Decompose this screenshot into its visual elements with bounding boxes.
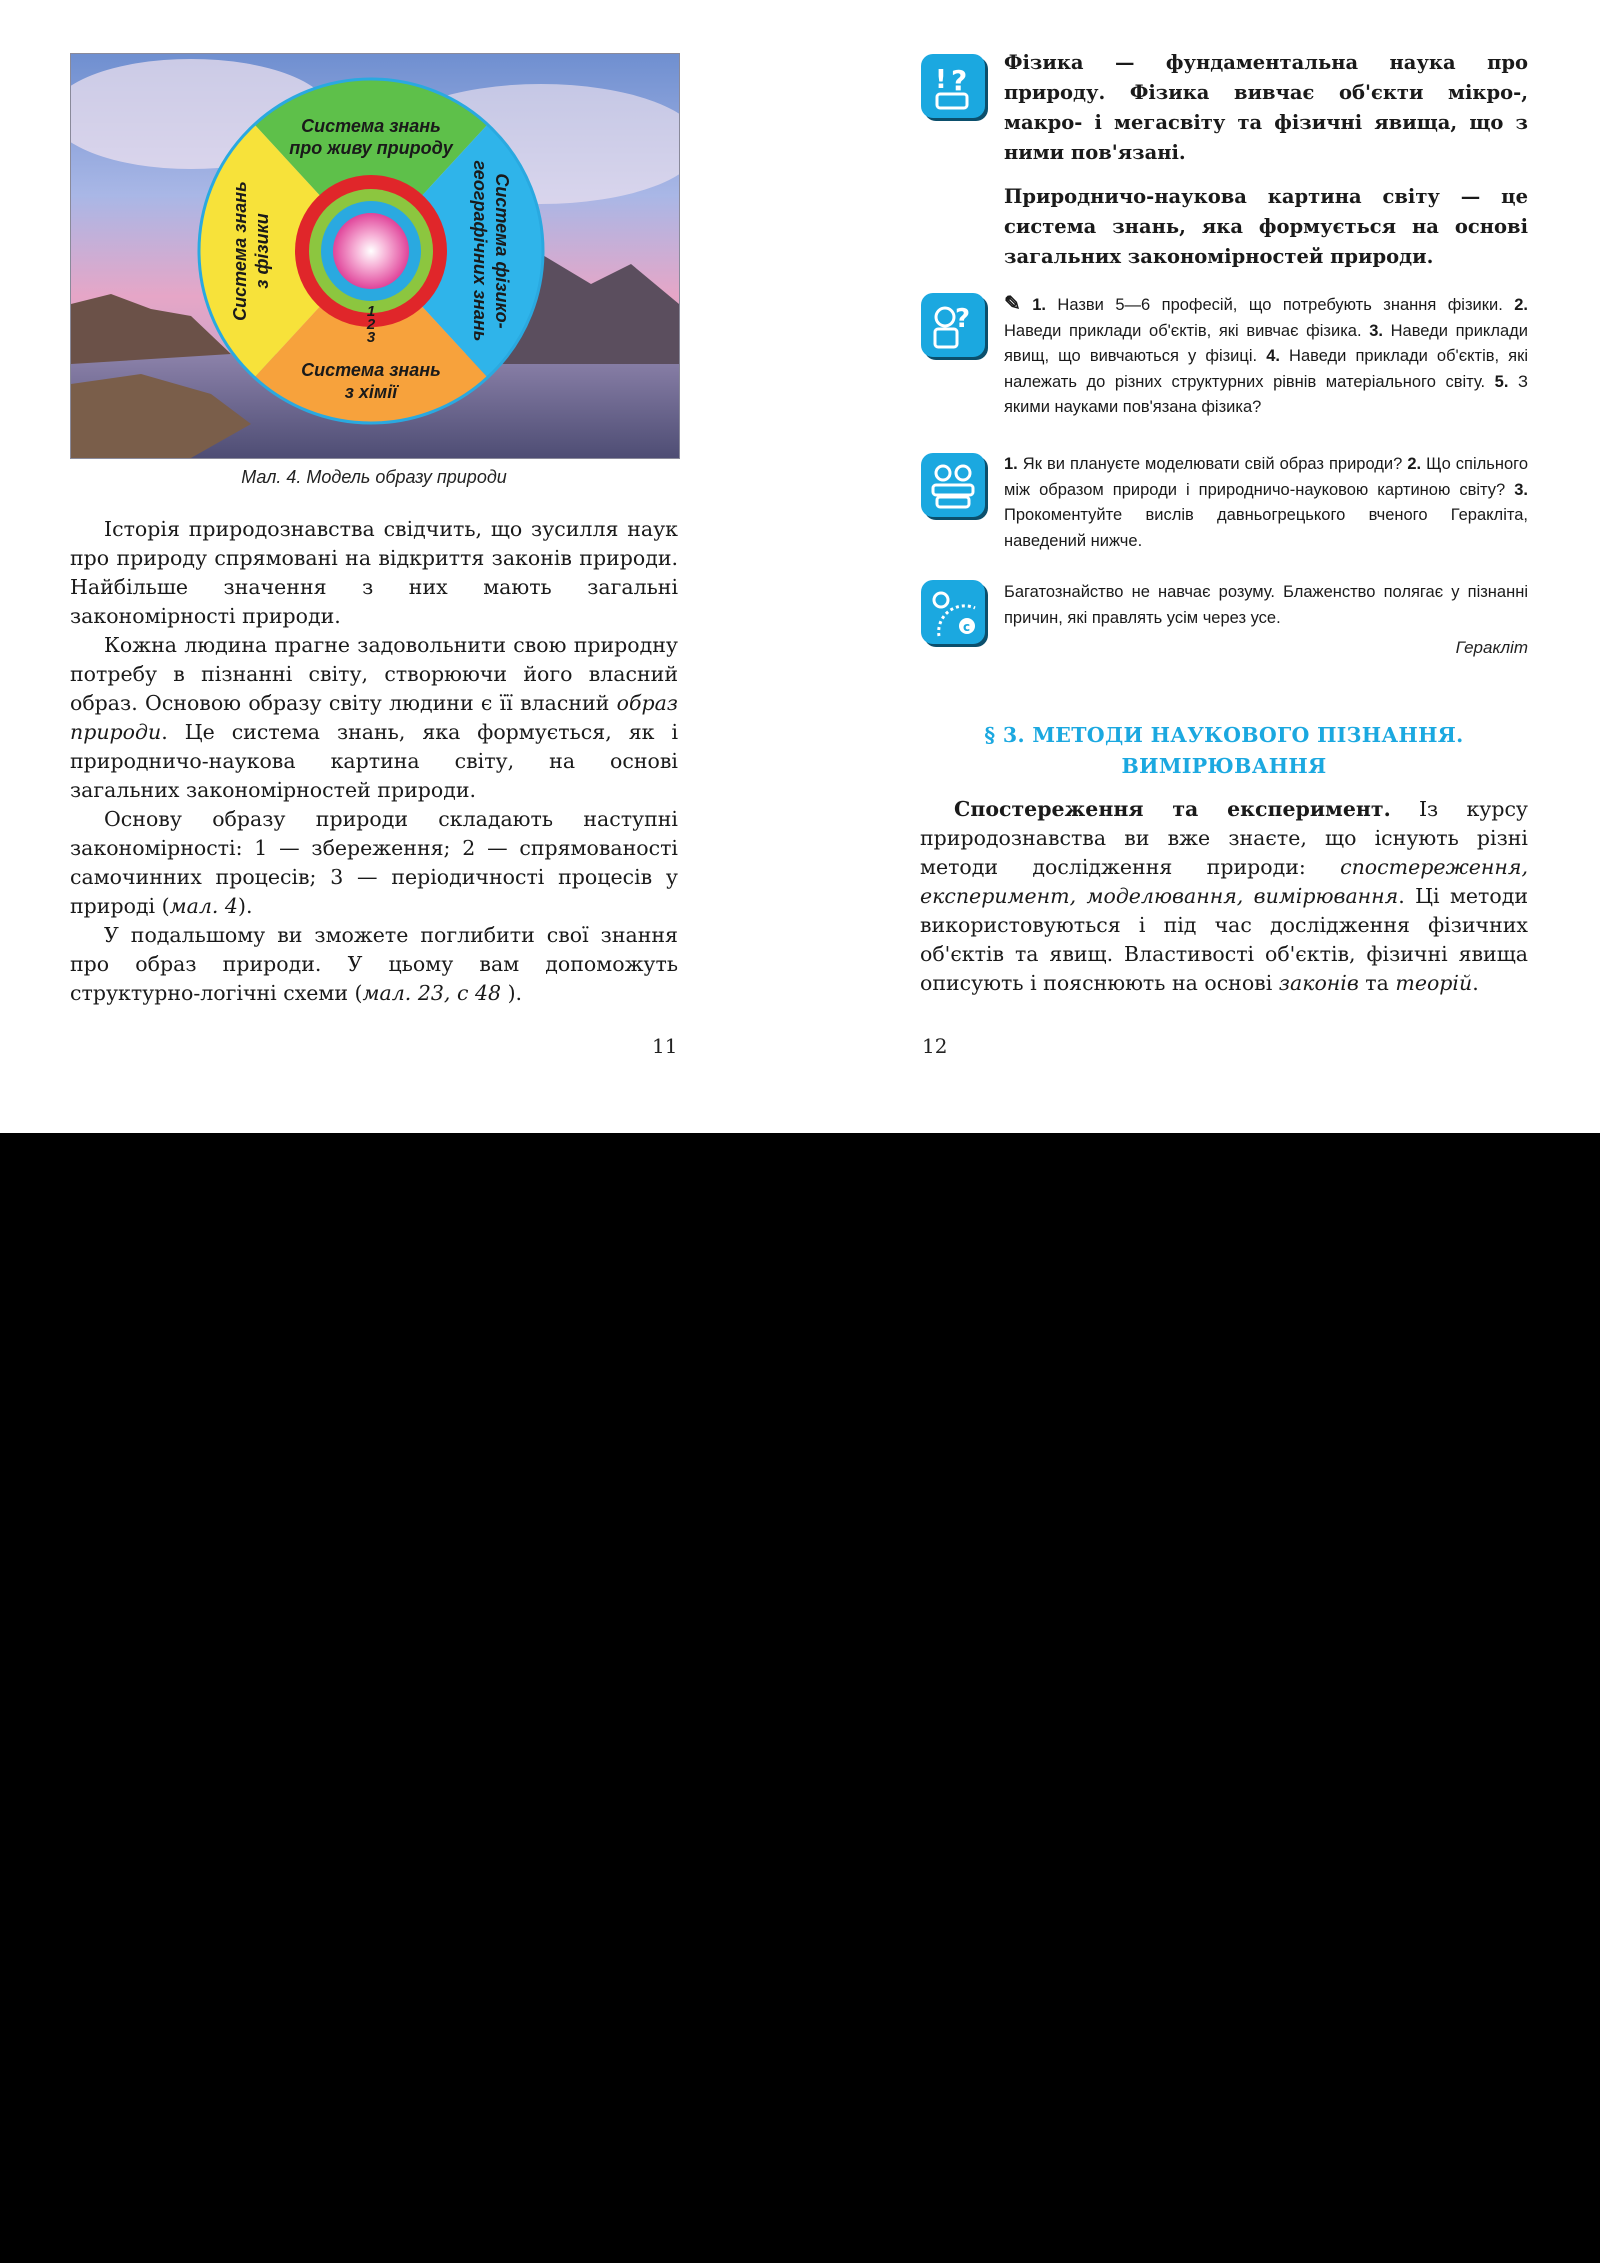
exclamation-question-icon: [921, 54, 985, 118]
term-laws: законів: [1278, 971, 1359, 995]
nature-model-illustration: [71, 54, 679, 458]
discussion-number: 2.: [1407, 455, 1422, 473]
questions-block: [1004, 292, 1528, 421]
quote-text: Багатознайство не навчає розуму. Блаженство полягає у пізнанні причин, які правлять усім через усе.: [1004, 583, 1528, 627]
paragraph-3: [70, 805, 678, 921]
discussion-number: 3.: [1514, 480, 1528, 499]
paragraph-end: .: [1472, 971, 1479, 995]
ring-number-2: 2: [366, 316, 376, 333]
question-text: Наведи приклади явищ, що вивчаються у фізиці.: [1004, 321, 1528, 365]
question-number: 1.: [1032, 296, 1046, 314]
discussion-block: [1004, 452, 1528, 554]
pencil-mark-icon: ✎: [1004, 293, 1021, 315]
question-text: Наведи приклади об'єктів, які вивчає фізика.: [1004, 321, 1370, 340]
question-number: 4.: [1266, 347, 1280, 365]
paragraph-text: . Ці методи використовуються і під час дослідження фізичних об'єктів та явищ. Властивості об'єктів, фізичні явища описують і пояснюють на основі: [920, 884, 1528, 995]
figure-reference: мал. 4: [169, 894, 238, 918]
sector-top-line1: Система знань: [301, 116, 441, 136]
page-number-right: 12: [922, 1034, 948, 1058]
question-text: Назви 5—6 професій, що потребують знання фізики.: [1045, 296, 1515, 314]
sector-right-line1: Система фізико-: [492, 173, 512, 329]
sector-right-line2: географічних знань: [470, 160, 490, 342]
sector-left-line1: Система знань: [230, 181, 250, 321]
definitions-block: [1004, 48, 1528, 286]
paragraph-4-text: У подальшому ви зможете поглибити свої знання про образ природи. У цьому вам допоможуть структурно-логічні схеми (: [70, 923, 678, 1005]
term-theories: теорій: [1395, 971, 1473, 995]
section-heading-line1: § 3. МЕТОДИ НАУКОВОГО ПІЗНАННЯ.: [984, 723, 1464, 747]
methods-paragraph: [920, 795, 1528, 998]
paragraph-3-end: ).: [237, 894, 253, 918]
paragraph-2: [70, 631, 678, 805]
world-picture-definition: Природничо-наукова картина світу — це система знань, яка формується на основі загальних закономірностей природи.: [1004, 185, 1528, 268]
figure-nature-model: [70, 53, 680, 459]
svg-text:?: ?: [951, 64, 968, 97]
paragraph-3-text: Основу образу природи складають наступні закономірності: 1 — збереження; 2 — спрямованості самочинних процесів; 3 — періодичності процесів у природі (: [70, 807, 678, 918]
paragraph-lead: Спостереження та експеримент.: [954, 797, 1391, 821]
page-number-left: 11: [652, 1034, 678, 1058]
physics-definition: Фізика — фундаментальна наука про природу. Фізика вивчає об'єкти мікро-, макро- і мегасвіту та фізичні явища, що з ними пов'язані.: [1004, 51, 1528, 164]
figure-reference: мал. 23, с 48: [362, 981, 502, 1005]
discussion-text: Прокоментуйте вислів давньогрецького вченого Геракліта, наведений нижче.: [1004, 506, 1528, 550]
paragraph-text: Із курсу природознавства ви вже знаєте, що існують різні методи дослідження природи:: [920, 797, 1528, 879]
section-heading-line2: ВИМІРЮВАННЯ: [1121, 754, 1327, 778]
svg-text:?: ?: [955, 304, 971, 334]
thinking-person-icon: [921, 293, 985, 357]
question-text: З якими науками пов'язана фізика?: [1004, 372, 1528, 416]
sector-top-line2: про живу природу: [289, 138, 453, 158]
left-body-text: [70, 515, 678, 1008]
paragraph-text: та: [1358, 971, 1396, 995]
question-number: 2.: [1514, 296, 1528, 314]
ring-number-3: 3: [366, 329, 376, 346]
svg-text:c: c: [963, 620, 971, 634]
sector-bottom-line1: Система знань: [301, 360, 441, 380]
question-number: 3.: [1369, 321, 1383, 340]
figure-caption: Мал. 4. Модель образу природи: [241, 467, 507, 487]
group-discussion-icon: [921, 453, 985, 517]
paragraph-1: Історія природознавства свідчить, що зусилля наук про природу спрямовані на відкриття законів природи. Найбільше значення з них мають загальні закономірності природи.: [70, 517, 678, 628]
sector-bottom-line2: з хімії: [344, 382, 398, 402]
discussion-text: Що спільного між образом природи і природничо-науковою картиною світу?: [1004, 455, 1528, 499]
section-heading: [920, 720, 1528, 782]
svg-text:!: !: [935, 65, 947, 95]
sector-left-line2: з фізики: [252, 213, 272, 289]
discussion-text: Як ви плануєте моделювати свій образ природи?: [1017, 455, 1408, 473]
discussion-number: 1.: [1004, 455, 1018, 473]
paragraph-2-emphasis: образ природи: [70, 691, 678, 744]
paragraph-4: [70, 921, 678, 1008]
ring-number-1: 1: [366, 303, 376, 320]
paragraph-2-text-end: . Це система знань, яка формується, як і природничо-наукова картина світу, на основі загальних закономірностей природи.: [70, 720, 678, 802]
paragraph-2-text: Кожна людина прагне задовольнити свою природну потребу в пізнанні світу, створюючи його власний образ. Основою образу світу людини є її власний: [70, 633, 678, 715]
gear-c-icon: [921, 580, 985, 644]
question-number: 5.: [1494, 372, 1509, 391]
paragraph-4-end: ).: [501, 981, 523, 1005]
right-body-text: [920, 795, 1528, 998]
question-text: Наведи приклади об'єктів, які належать до різних структурних рівнів матеріального світу.: [1004, 347, 1529, 391]
methods-list: спостереження, експеримент, моделювання, вимірювання: [920, 855, 1528, 908]
quote-author: Геракліт: [1455, 638, 1528, 657]
